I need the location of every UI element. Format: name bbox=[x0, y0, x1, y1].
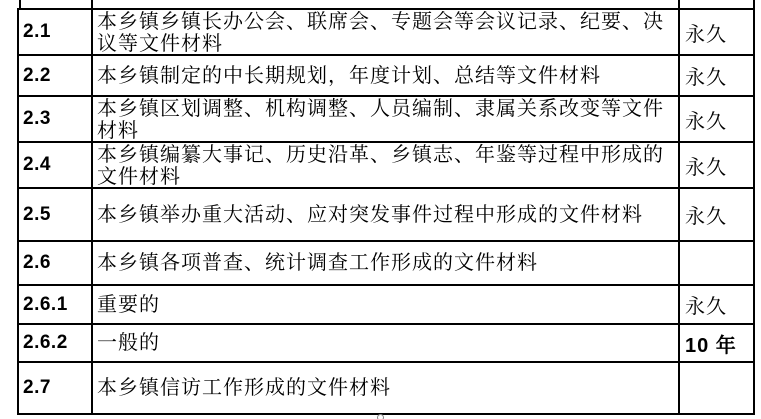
table-row bbox=[19, 0, 755, 10]
row-description-cell[interactable] bbox=[93, 0, 680, 8]
table-row bbox=[19, 325, 755, 363]
row-description-cell[interactable]: 本乡镇乡镇长办公会、联席会、专题会等会议记录、纪要、决 议等文件材料 bbox=[93, 10, 680, 54]
row-number-cell[interactable]: 2.4 bbox=[19, 143, 93, 187]
table-row bbox=[19, 143, 755, 189]
table-row bbox=[19, 97, 755, 143]
row-number-cell[interactable]: 2.2 bbox=[19, 56, 93, 95]
row-retention-cell[interactable]: 永久 bbox=[680, 143, 755, 187]
row-description-cell[interactable]: 重要的 bbox=[93, 286, 680, 323]
row-retention-cell[interactable] bbox=[680, 363, 755, 413]
row-number-cell[interactable]: 2.6.2 bbox=[19, 325, 93, 361]
row-description-cell[interactable]: 本乡镇编纂大事记、历史沿革、乡镇志、年鉴等过程中形成的 文件材料 bbox=[93, 143, 680, 187]
row-retention-cell[interactable]: 永久 bbox=[680, 10, 755, 54]
row-number-cell[interactable]: 2.1 bbox=[19, 10, 93, 54]
row-retention-cell[interactable]: 永久 bbox=[680, 56, 755, 95]
row-number-cell[interactable] bbox=[19, 0, 93, 8]
row-retention-cell[interactable] bbox=[680, 0, 755, 8]
object-anchor-icon[interactable] bbox=[377, 414, 384, 419]
previous-row-left-border bbox=[17, 0, 21, 8]
row-number-cell[interactable]: 2.6 bbox=[19, 242, 93, 284]
row-description-cell[interactable]: 本乡镇各项普查、统计调查工作形成的文件材料 bbox=[93, 242, 680, 284]
table-row bbox=[19, 189, 755, 242]
row-retention-cell[interactable] bbox=[680, 242, 755, 284]
table-row bbox=[19, 56, 755, 97]
row-description-cell[interactable]: 本乡镇举办重大活动、应对突发事件过程中形成的文件材料 bbox=[93, 189, 680, 240]
row-number-cell[interactable]: 2.7 bbox=[19, 363, 93, 413]
retention-schedule-table bbox=[17, 0, 755, 415]
row-description-cell[interactable]: 一般的 bbox=[93, 325, 680, 361]
row-number-cell[interactable]: 2.3 bbox=[19, 97, 93, 141]
row-retention-cell[interactable]: 永久 bbox=[680, 286, 755, 323]
row-number-cell[interactable]: 2.6.1 bbox=[19, 286, 93, 323]
table-row bbox=[19, 363, 755, 415]
row-retention-cell[interactable]: 永久 bbox=[680, 189, 755, 240]
row-description-cell[interactable]: 本乡镇制定的中长期规划，年度计划、总结等文件材料 bbox=[93, 56, 680, 95]
table-row bbox=[19, 10, 755, 56]
row-description-cell[interactable]: 本乡镇区划调整、机构调整、人员编制、隶属关系改变等文件 材料 bbox=[93, 97, 680, 141]
table-row bbox=[19, 242, 755, 286]
row-number-cell[interactable]: 2.5 bbox=[19, 189, 93, 240]
row-description-cell[interactable]: 本乡镇信访工作形成的文件材料 bbox=[93, 363, 680, 413]
row-retention-cell[interactable]: 10 年 bbox=[680, 325, 755, 361]
row-retention-cell[interactable]: 永久 bbox=[680, 97, 755, 141]
table-row bbox=[19, 286, 755, 325]
